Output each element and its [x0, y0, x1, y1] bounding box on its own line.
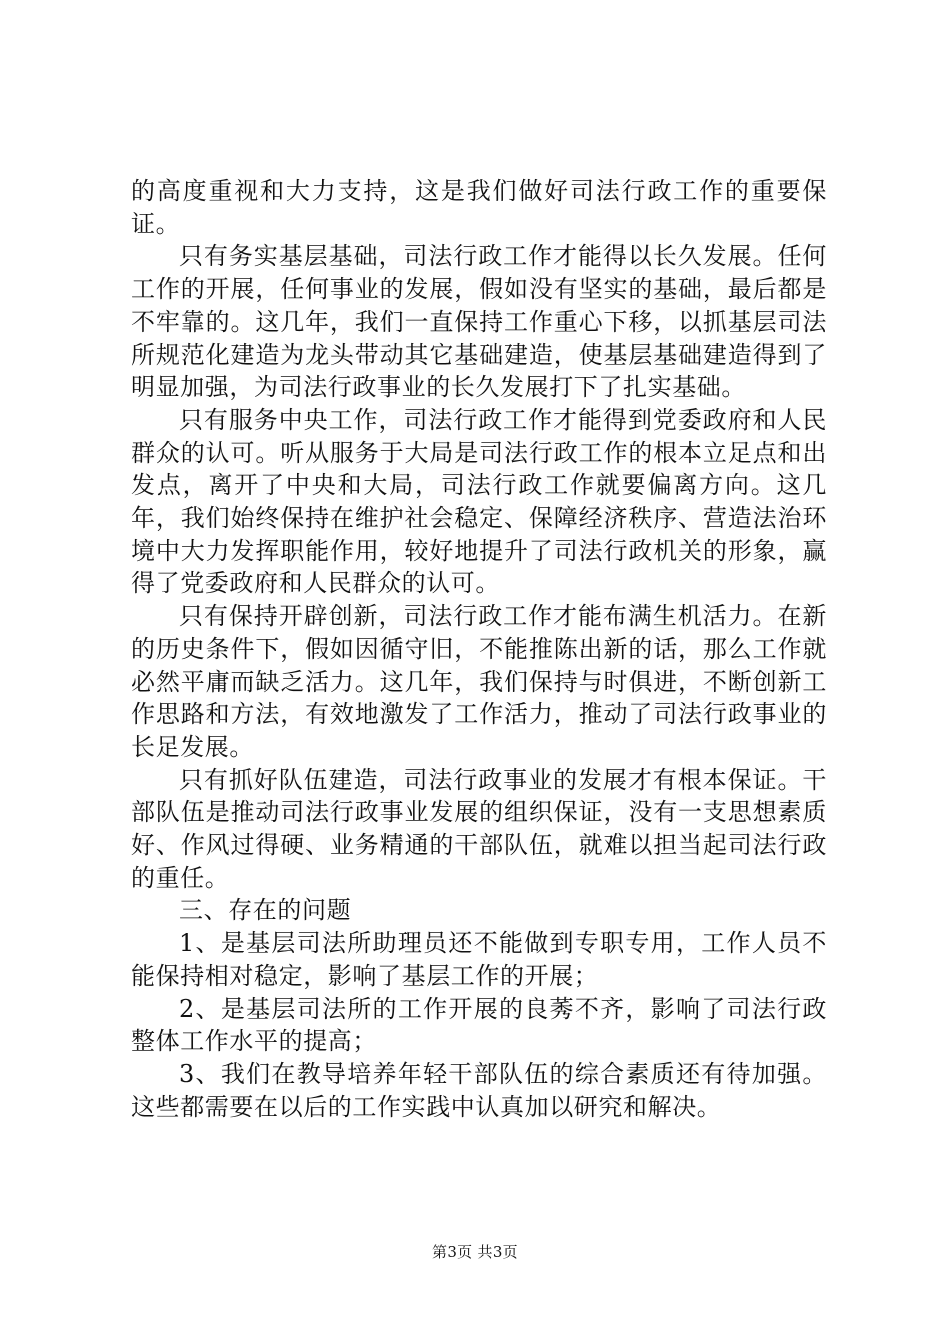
paragraph-continuation: 的高度重视和大力支持，这是我们做好司法行政工作的重要保证。: [131, 177, 827, 238]
section-heading-problems: 三、存在的问题: [179, 896, 352, 925]
problem-item-2: 2、是基层司法所的工作开展的良莠不齐，影响了司法行政整体工作水平的提高；: [131, 994, 827, 1056]
problem-item-1: 1、是基层司法所助理员还不能做到专职专用，工作人员不能保持相对稳定，影响了基层工作的开展；: [131, 929, 827, 990]
paragraph-grassroots-foundation: 只有务实基层基础，司法行政工作才能得以长久发展。任何工作的开展，任何事业的发展，假如没有坚实的基础，最后都是不牢靠的。这几年，我们一直保持工作重心下移，以抓基层司法所规范化建造为龙头带动其它基础建造，使基层基础建造得到了明显加强，为司法行政事业的长久发展打下了扎实基础。: [131, 242, 827, 402]
document-body: [131, 175, 827, 1123]
paragraph-team-building: 只有抓好队伍建造，司法行政事业的发展才有根本保证。干部队伍是推动司法行政事业发展的组织保证，没有一支思想素质好、作风过得硬、业务精通的干部队伍，就难以担当起司法行政的重任。: [131, 765, 827, 892]
problem-item-3: 3、我们在教导培养年轻干部队伍的综合素质还有待加强。这些都需要在以后的工作实践中认真加以研究和解决。: [131, 1059, 827, 1121]
page-number-footer: 第3页 共3页: [432, 1243, 518, 1261]
paragraph-innovation: 只有保持开辟创新，司法行政工作才能布满生机活力。在新的历史条件下，假如因循守旧，不能推陈出新的话，那么工作就必然平庸而缺乏活力。这几年，我们保持与时俱进，不断创新工作思路和方法，有效地激发了工作活力，推动了司法行政事业的长足发展。: [131, 602, 827, 761]
paragraph-serve-center: 只有服务中央工作，司法行政工作才能得到党委政府和人民群众的认可。听从服务于大局是司法行政工作的根本立足点和出发点，离开了中央和大局，司法行政工作就要偏离方向。这几年，我们始终保持在维护社会稳定、保障经济秩序、营造法治环境中大力发挥职能作用，较好地提升了司法行政机关的形象，赢得了党委政府和人民群众的认可。: [131, 405, 827, 598]
